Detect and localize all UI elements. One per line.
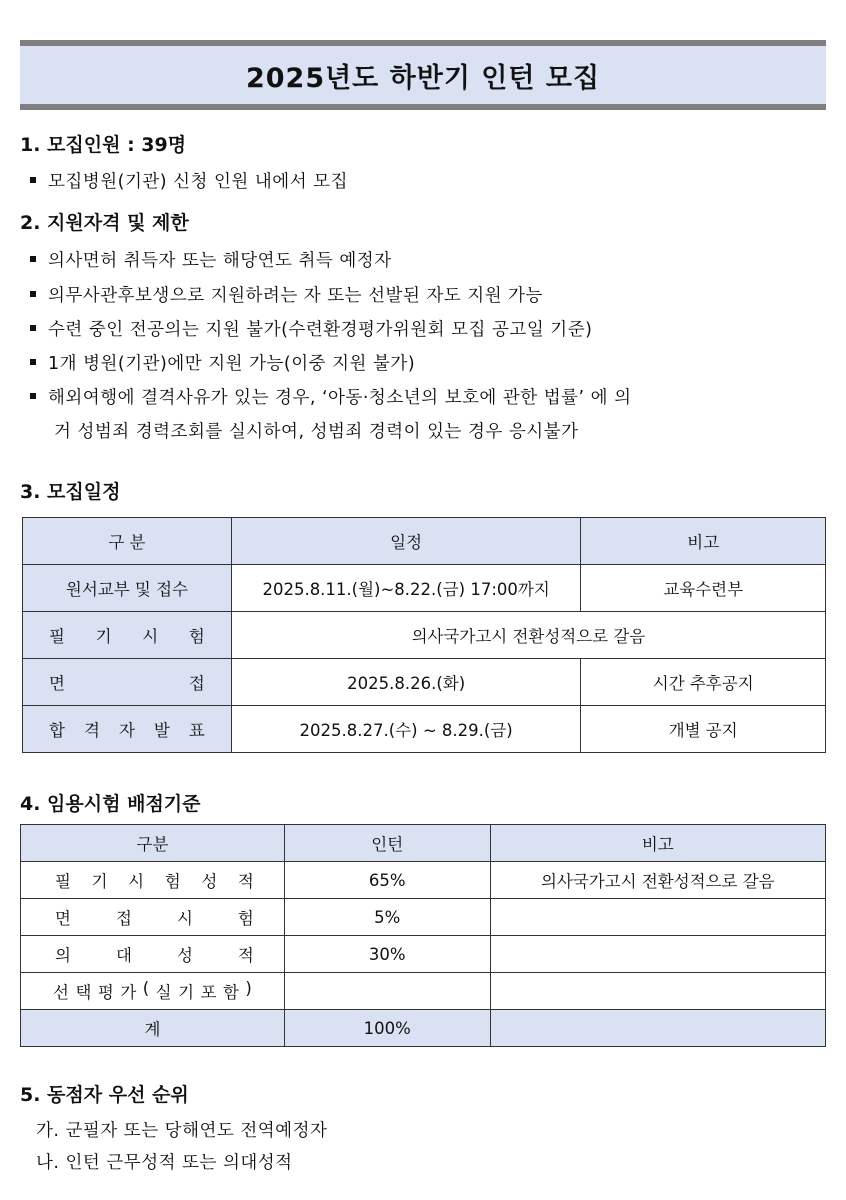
bullet-item xyxy=(30,316,592,341)
section-1-heading: 1. 모집인원 : 39명 xyxy=(20,134,187,156)
bullet-item xyxy=(30,168,348,193)
bullet-text: 모집병원(기관) 신청 인원 내에서 모집 xyxy=(48,172,348,192)
spaced-label xyxy=(21,942,284,966)
spaced-label xyxy=(23,717,231,741)
intern-cell: 5% xyxy=(284,899,490,936)
spaced-label xyxy=(21,905,284,929)
section-2-heading: 2. 지원자격 및 제한 xyxy=(20,212,189,234)
label-char: 기 xyxy=(95,627,112,646)
priority-item: 나. 인턴 근무성적 또는 의대성적 xyxy=(36,1153,293,1173)
section-5-heading: 5. 동점자 우선 순위 xyxy=(20,1084,189,1106)
table-header-row xyxy=(21,825,826,862)
total-label: 계 xyxy=(21,1010,285,1047)
total-note-cell xyxy=(490,1010,825,1047)
label-char: 표 xyxy=(188,721,205,740)
table-total-row xyxy=(21,1010,826,1047)
priority-item: 가. 군필자 또는 당해연도 전역예정자 xyxy=(36,1121,328,1141)
note-cell: 교육수련부 xyxy=(581,565,826,612)
label-char: 대 xyxy=(115,946,132,965)
intern-cell: 65% xyxy=(284,862,490,899)
table-row xyxy=(23,565,826,612)
label-char: 적 xyxy=(237,946,254,965)
section-4-heading: 4. 임용시험 배점기준 xyxy=(20,793,201,815)
bullet-item xyxy=(30,350,415,375)
label-char: 함 xyxy=(222,983,239,1002)
column-header: 비고 xyxy=(490,825,825,862)
label-char: 택 xyxy=(75,983,92,1002)
spaced-label xyxy=(23,623,231,647)
label-char: 면 xyxy=(55,909,71,928)
table-row xyxy=(23,612,826,659)
note-cell xyxy=(490,899,825,936)
label-char: 선 xyxy=(53,983,69,1002)
bullet-square-icon xyxy=(30,325,36,331)
label-char: 포 xyxy=(200,983,217,1002)
table-row xyxy=(23,706,826,753)
label-char: ( xyxy=(142,979,150,998)
row-label: 원서교부 및 접수 xyxy=(23,565,232,612)
row-label xyxy=(21,936,285,973)
label-char: 필 xyxy=(49,627,65,646)
label-char: 험 xyxy=(237,909,254,928)
table-header-row xyxy=(23,518,826,565)
bullet-square-icon xyxy=(30,359,36,365)
label-char: 성 xyxy=(201,872,218,891)
label-char: 접 xyxy=(188,674,205,693)
label-char: 의 xyxy=(55,946,71,965)
bullet-text: 의무사관후보생으로 지원하려는 자 또는 선발된 자도 지원 가능 xyxy=(48,286,543,306)
label-char: 평 xyxy=(97,983,114,1002)
bullet-square-icon xyxy=(30,177,36,183)
label-char: 시 xyxy=(142,627,159,646)
spaced-label xyxy=(23,670,231,694)
table-row xyxy=(21,936,826,973)
schedule-table xyxy=(22,517,826,753)
schedule-cell: 의사국가고시 전환성적으로 갈음 xyxy=(231,612,825,659)
spaced-label xyxy=(21,979,284,1003)
label-char: 기 xyxy=(178,983,195,1002)
label-char: ) xyxy=(245,979,252,998)
bullet-continuation: 거 성범죄 경력조회를 실시하여, 성범죄 경력이 있는 경우 응시불가 xyxy=(54,422,579,442)
table-row xyxy=(21,899,826,936)
note-cell: 의사국가고시 전환성적으로 갈음 xyxy=(490,862,825,899)
schedule-cell: 2025.8.27.(수) ~ 8.29.(금) xyxy=(231,706,581,753)
label-char: 험 xyxy=(164,872,181,891)
total-intern-cell: 100% xyxy=(284,1010,490,1047)
bullet-item xyxy=(30,384,632,409)
row-label xyxy=(21,973,285,1010)
intern-cell: 30% xyxy=(284,936,490,973)
column-header: 비고 xyxy=(581,518,826,565)
label-char: 가 xyxy=(120,983,137,1002)
column-header: 일정 xyxy=(231,518,581,565)
table-row xyxy=(23,659,826,706)
label-char: 실 xyxy=(155,983,172,1002)
row-label xyxy=(21,899,285,936)
bullet-square-icon xyxy=(30,393,36,399)
table-row xyxy=(21,973,826,1010)
label-char: 적 xyxy=(237,872,254,891)
label-char: 시 xyxy=(128,872,145,891)
column-header: 구 분 xyxy=(23,518,232,565)
bullet-square-icon xyxy=(30,291,36,297)
spaced-label xyxy=(21,868,284,892)
bullet-text: 의사면허 취득자 또는 해당연도 취득 예정자 xyxy=(48,251,392,271)
label-char: 필 xyxy=(55,872,71,891)
bullet-text: 1개 병원(기관)에만 지원 가능(이중 지원 불가) xyxy=(48,354,416,374)
bullet-text: 해외여행에 결격사유가 있는 경우, ‘아동·청소년의 보호에 관한 법률’ 에 의 xyxy=(48,388,632,408)
label-char: 기 xyxy=(91,872,108,891)
note-cell xyxy=(490,973,825,1010)
row-label xyxy=(23,612,232,659)
section-3-heading: 3. 모집일정 xyxy=(20,481,121,503)
label-char: 자 xyxy=(118,721,135,740)
column-header: 구분 xyxy=(21,825,285,862)
label-char: 접 xyxy=(115,909,132,928)
note-cell: 개별 공지 xyxy=(581,706,826,753)
label-char: 합 xyxy=(49,721,65,740)
page-title: 2025년도 하반기 인턴 모집 xyxy=(20,40,826,110)
label-char: 성 xyxy=(176,946,193,965)
schedule-cell: 2025.8.26.(화) xyxy=(231,659,581,706)
row-label xyxy=(21,862,285,899)
bullet-item xyxy=(30,282,543,307)
bullet-square-icon xyxy=(30,256,36,262)
column-header: 인턴 xyxy=(284,825,490,862)
intern-cell xyxy=(284,973,490,1010)
note-cell xyxy=(490,936,825,973)
scoring-table xyxy=(20,824,826,1047)
bullet-item xyxy=(30,247,392,272)
label-char: 험 xyxy=(188,627,205,646)
row-label xyxy=(23,706,232,753)
table-row xyxy=(21,862,826,899)
label-char: 격 xyxy=(83,721,100,740)
bullet-text: 수련 중인 전공의는 지원 불가(수련환경평가위원회 모집 공고일 기준) xyxy=(48,320,593,340)
label-char: 면 xyxy=(49,674,65,693)
label-char: 발 xyxy=(153,721,170,740)
row-label xyxy=(23,659,232,706)
label-char: 시 xyxy=(176,909,193,928)
note-cell: 시간 추후공지 xyxy=(581,659,826,706)
schedule-cell: 2025.8.11.(월)~8.22.(금) 17:00까지 xyxy=(231,565,581,612)
